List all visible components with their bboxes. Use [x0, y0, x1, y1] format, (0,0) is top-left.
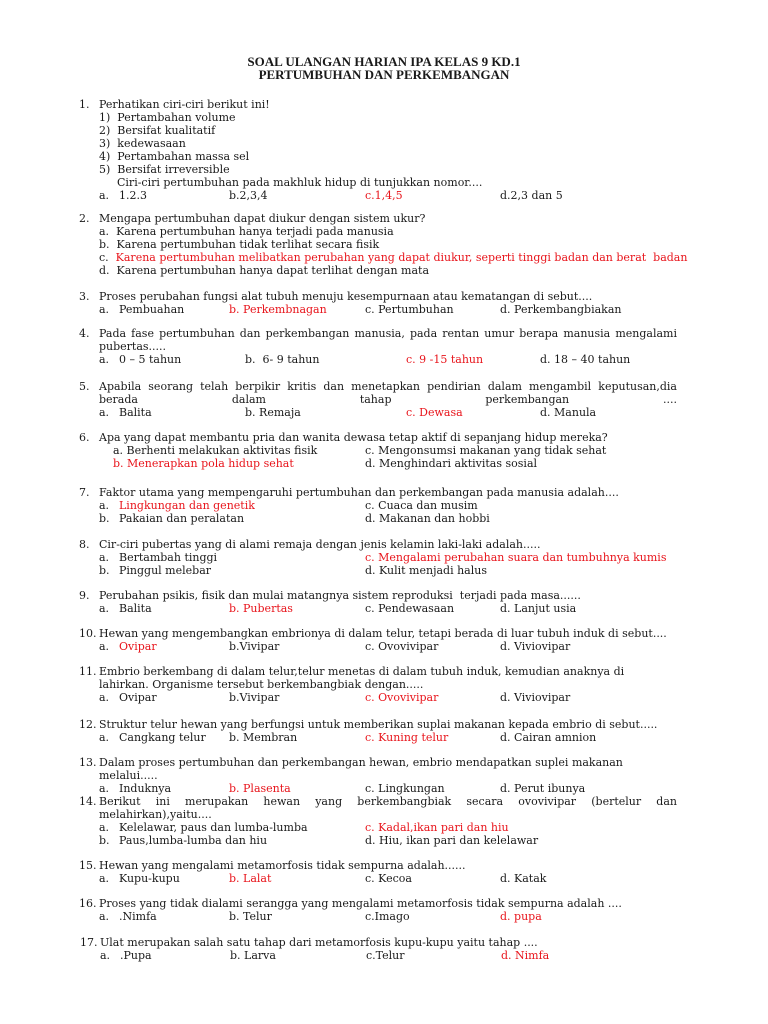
- option-text: b. 6- 9 tahun: [245, 353, 320, 366]
- option-text: Pembuahan: [119, 303, 185, 316]
- answer-option-c: [99, 251, 688, 264]
- option-text: .Pupa: [120, 949, 152, 962]
- option-text: Lingkungan dan genetik: [119, 499, 255, 512]
- option-text: c. Mengalami perubahan suara dan tumbuhnya kumis: [365, 551, 667, 564]
- answer-options: [99, 189, 677, 202]
- question-row: [79, 212, 677, 225]
- option-text: d. Katak: [500, 872, 547, 885]
- question-5: [79, 380, 681, 419]
- question-11: [79, 665, 677, 704]
- answer-options: [99, 731, 677, 744]
- question-16: [79, 897, 677, 923]
- statement-item: 2) Bersifat kualitatif: [99, 124, 216, 137]
- option-text: c. 9 -15 tahun: [406, 353, 484, 366]
- question-12: [79, 718, 677, 744]
- answer-option-d: [99, 264, 677, 277]
- option-label: a.: [99, 551, 110, 564]
- statement-item: 5) Bersifat irreversible: [99, 163, 230, 176]
- option-text: b.Vivipar: [229, 640, 280, 653]
- question-9: [79, 589, 677, 615]
- answer-options-row: [99, 551, 677, 564]
- question-text: Cir-ciri pubertas yang di alami remaja dengan jenis kelamin laki-laki adalah.....: [99, 538, 541, 551]
- option-text: d. Perut ibunya: [500, 782, 586, 795]
- option-label: a.: [99, 225, 113, 238]
- option-text: d.2,3 dan 5: [500, 189, 563, 202]
- question-row: [79, 897, 677, 910]
- option-text: 1.2.3: [119, 189, 147, 202]
- option-text: b. Larva: [230, 949, 276, 962]
- option-text: c.Imago: [365, 910, 410, 923]
- question-text: Dalam proses pertumbuhan dan perkembangan hewan, embrio mendapatkan suplei makanan melalui.....: [99, 756, 627, 782]
- question-number: 13.: [79, 756, 97, 769]
- question-number: 6.: [79, 431, 90, 444]
- question-text: Proses yang tidak dialami serangga yang mengalami metamorfosis tidak sempurna adalah ....: [99, 897, 622, 910]
- option-text: d. Perkembangbiakan: [500, 303, 622, 316]
- answer-options-row: [99, 821, 677, 834]
- question-number: 3.: [79, 290, 90, 303]
- answer-options: [99, 872, 677, 885]
- option-text: Karena pertumbuhan hanya terjadi pada manusia: [116, 225, 394, 238]
- option-text: Kupu-kupu: [119, 872, 180, 885]
- answer-options: [99, 303, 677, 316]
- option-text: c. Pertumbuhan: [365, 303, 454, 316]
- question-text: Embrio berkembang di dalam telur,telur menetas di dalam tubuh induk, kemudian anaknya di lahirkan. Organisme tersebut berkembangbiak dengan.....: [99, 665, 628, 691]
- question-number: 14.: [79, 795, 97, 808]
- option-text: d. pupa: [500, 910, 542, 923]
- answer-options-row: [99, 834, 677, 847]
- option-text: Karena pertumbuhan tidak terlihat secara fisik: [116, 238, 380, 251]
- option-text: Kelelawar, paus dan lumba-lumba: [119, 821, 308, 834]
- statement-item: 4) Pertambahan massa sel: [99, 150, 250, 163]
- option-label: a.: [99, 189, 110, 202]
- question-7: [79, 486, 677, 525]
- option-label: b.: [99, 564, 110, 577]
- answer-lines: [99, 225, 688, 277]
- option-text: Balita: [119, 602, 152, 615]
- option-text: b. Membran: [229, 731, 298, 744]
- answer-options: [99, 602, 677, 615]
- question-text: Struktur telur hewan yang berfungsi untuk memberikan suplai makanan kepada embrio di sebut.....: [99, 718, 658, 731]
- title-line-1: SOAL ULANGAN HARIAN IPA KELAS 9 KD.1: [247, 54, 521, 69]
- answer-options-row: [99, 512, 677, 525]
- question-number: 10.: [79, 627, 97, 640]
- option-label: a.: [100, 949, 111, 962]
- question-text: Berikut ini merupakan hewan yang berkembangbiak secara ovovivipar (bertelur dan melahirkan),yaitu....: [99, 795, 681, 821]
- option-label: a.: [99, 602, 110, 615]
- question-row: [79, 627, 677, 640]
- title-line-2: PERTUMBUHAN DAN PERKEMBANGAN: [258, 67, 510, 82]
- option-text: c. Lingkungan: [365, 782, 445, 795]
- question-number: 11.: [79, 665, 97, 678]
- question-2: [79, 212, 688, 277]
- option-text: b. Lalat: [229, 872, 272, 885]
- answer-options: [99, 910, 677, 923]
- question-text: Perhatikan ciri-ciri berikut ini!: [99, 98, 270, 111]
- statement-item: 3) kedewasaan: [99, 137, 186, 150]
- question-text: Mengapa pertumbuhan dapat diukur dengan sistem ukur?: [99, 212, 426, 225]
- option-label: a.: [99, 499, 110, 512]
- option-text: c. Kuning telur: [365, 731, 449, 744]
- question-6: [79, 431, 677, 470]
- option-text: Cangkang telur: [119, 731, 206, 744]
- option-label: a.: [99, 910, 110, 923]
- option-text: b. Perkembnagan: [229, 303, 327, 316]
- question-number: 8.: [79, 538, 90, 551]
- option-text: Pakaian dan peralatan: [119, 512, 245, 525]
- question-13: [79, 756, 677, 795]
- option-text: .Nimfa: [119, 910, 157, 923]
- option-label: a.: [99, 640, 110, 653]
- question-1: [79, 98, 677, 202]
- answer-option-b: [99, 238, 677, 251]
- option-label: a.: [99, 731, 110, 744]
- option-label: a.: [99, 353, 110, 366]
- answer-options-row: [99, 499, 677, 512]
- answer-options: [100, 949, 678, 962]
- question-text: Apa yang dapat membantu pria dan wanita dewasa tetap aktif di sepanjang hidup mereka?: [99, 431, 608, 444]
- question-row: [79, 859, 677, 872]
- question-15: [79, 859, 677, 885]
- option-label: b.: [99, 512, 110, 525]
- question-number: 12.: [79, 718, 97, 731]
- answer-option-a: [99, 225, 677, 238]
- question-text: Ulat merupakan salah satu tahap dari metamorfosis kupu-kupu yaitu tahap ....: [100, 936, 538, 949]
- question-row: [79, 327, 681, 353]
- option-text: a. Berhenti melakukan aktivitas fisik: [113, 444, 318, 457]
- answer-options: [99, 640, 677, 653]
- option-text: c. Mengonsumsi makanan yang tidak sehat: [365, 444, 607, 457]
- option-text: d. Nimfa: [501, 949, 550, 962]
- option-text: c. Kadal,ikan pari dan hiu: [365, 821, 509, 834]
- option-label: d.: [99, 264, 114, 277]
- option-text: c. Dewasa: [406, 406, 463, 419]
- answer-options-row: [99, 457, 677, 470]
- option-text: d. Makanan dan hobbi: [365, 512, 490, 525]
- option-text: Balita: [119, 406, 152, 419]
- option-text: b. Menerapkan pola hidup sehat: [113, 457, 294, 470]
- question-row: [79, 290, 677, 303]
- option-text: b. Telur: [229, 910, 272, 923]
- question-row: [79, 718, 677, 731]
- question-row: [79, 795, 681, 821]
- question-row: [80, 936, 678, 949]
- option-label: b.: [99, 834, 110, 847]
- question-row: [79, 589, 677, 602]
- answer-options: [99, 782, 677, 795]
- option-text: b. Plasenta: [229, 782, 291, 795]
- option-text: Bertambah tinggi: [119, 551, 218, 564]
- option-text: d. Viviovipar: [500, 640, 571, 653]
- option-text: d. Cairan amnion: [500, 731, 597, 744]
- question-14: [79, 795, 681, 847]
- option-text: b. Pubertas: [229, 602, 293, 615]
- option-text: b.Vivipar: [229, 691, 280, 704]
- numbered-statements: [99, 111, 677, 189]
- question-prompt: Ciri-ciri pertumbuhan pada makhluk hidup di tunjukkan nomor....: [117, 176, 483, 189]
- option-text: 0 – 5 tahun: [119, 353, 182, 366]
- answer-options: [99, 353, 677, 366]
- option-text: c.Telur: [366, 949, 405, 962]
- option-text: d. Hiu, ikan pari dan kelelawar: [365, 834, 539, 847]
- question-8: [79, 538, 677, 577]
- question-row: [79, 538, 677, 551]
- question-text: Faktor utama yang mempengaruhi pertumbuhan dan perkembangan pada manusia adalah....: [99, 486, 619, 499]
- option-text: c. Ovovivipar: [365, 640, 439, 653]
- question-row: [79, 756, 677, 782]
- option-text: Paus,lumba-lumba dan hiu: [119, 834, 268, 847]
- option-text: Pinggul melebar: [119, 564, 212, 577]
- option-label: a.: [99, 782, 110, 795]
- answer-options-row: [99, 444, 677, 457]
- option-text: d. Lanjut usia: [500, 602, 577, 615]
- option-text: Karena pertumbuhan melibatkan perubahan yang dapat diukur, seperti tinggi badan dan berat badan: [115, 251, 688, 264]
- option-text: Induknya: [119, 782, 172, 795]
- option-text: d. Kulit menjadi halus: [365, 564, 487, 577]
- answer-options-row: [99, 564, 677, 577]
- question-text: Apabila seorang telah berpikir kritis dan menetapkan pendirian dalam mengambil keputusan,dia berada dalam tahap perkembangan ....: [99, 380, 681, 406]
- option-text: d. 18 – 40 tahun: [540, 353, 631, 366]
- question-row: [79, 380, 681, 406]
- question-text: Hewan yang mengalami metamorfosis tidak sempurna adalah......: [99, 859, 466, 872]
- question-text: Perubahan psikis, fisik dan mulai matangnya sistem reproduksi terjadi pada masa......: [99, 589, 581, 602]
- answer-options: [99, 406, 677, 419]
- option-label: a.: [99, 872, 110, 885]
- question-number: 15.: [79, 859, 97, 872]
- option-text: Karena pertumbuhan hanya dapat terlihat dengan mata: [116, 264, 430, 277]
- question-number: 16.: [79, 897, 97, 910]
- answer-options: [99, 691, 677, 704]
- option-label: a.: [99, 821, 110, 834]
- option-text: c.1,4,5: [365, 189, 403, 202]
- option-label: a.: [99, 691, 110, 704]
- option-text: b. Remaja: [245, 406, 301, 419]
- option-text: d. Viviovipar: [500, 691, 571, 704]
- question-10: [79, 627, 677, 653]
- option-text: Ovipar: [119, 691, 157, 704]
- question-row: [79, 665, 677, 691]
- question-number: 7.: [79, 486, 90, 499]
- option-label: a.: [99, 406, 110, 419]
- question-text: Hewan yang mengembangkan embrionya di dalam telur, tetapi berada di luar tubuh induk di sebut....: [99, 627, 667, 640]
- statement-item: 1) Pertambahan volume: [99, 111, 236, 124]
- question-text: Proses perubahan fungsi alat tubuh menuju kesempurnaan atau kematangan di sebut....: [99, 290, 593, 303]
- option-text: Ovipar: [119, 640, 157, 653]
- question-4: [79, 327, 681, 366]
- option-text: b.2,3,4: [229, 189, 268, 202]
- option-text: c. Kecoa: [365, 872, 412, 885]
- question-number: 17.: [80, 936, 98, 949]
- question-text: Pada fase pertumbuhan dan perkembangan manusia, pada rentan umur berapa manusia mengalami pubertas.....: [99, 327, 681, 353]
- option-text: c. Cuaca dan musim: [365, 499, 478, 512]
- document-title: [0, 55, 768, 81]
- question-row: [79, 98, 677, 111]
- option-label: c.: [99, 251, 113, 264]
- option-text: c. Ovovivipar: [365, 691, 439, 704]
- option-text: d. Menghindari aktivitas sosial: [365, 457, 538, 470]
- option-text: d. Manula: [540, 406, 597, 419]
- question-number: 4.: [79, 327, 90, 340]
- option-text: c. Pendewasaan: [365, 602, 455, 615]
- question-17: [80, 936, 678, 962]
- option-label: a.: [99, 303, 110, 316]
- option-label: b.: [99, 238, 114, 251]
- question-number: 5.: [79, 380, 90, 393]
- question-row: [79, 486, 677, 499]
- question-number: 2.: [79, 212, 90, 225]
- question-number: 1.: [79, 98, 90, 111]
- question-3: [79, 290, 677, 316]
- question-number: 9.: [79, 589, 90, 602]
- question-row: [79, 431, 677, 444]
